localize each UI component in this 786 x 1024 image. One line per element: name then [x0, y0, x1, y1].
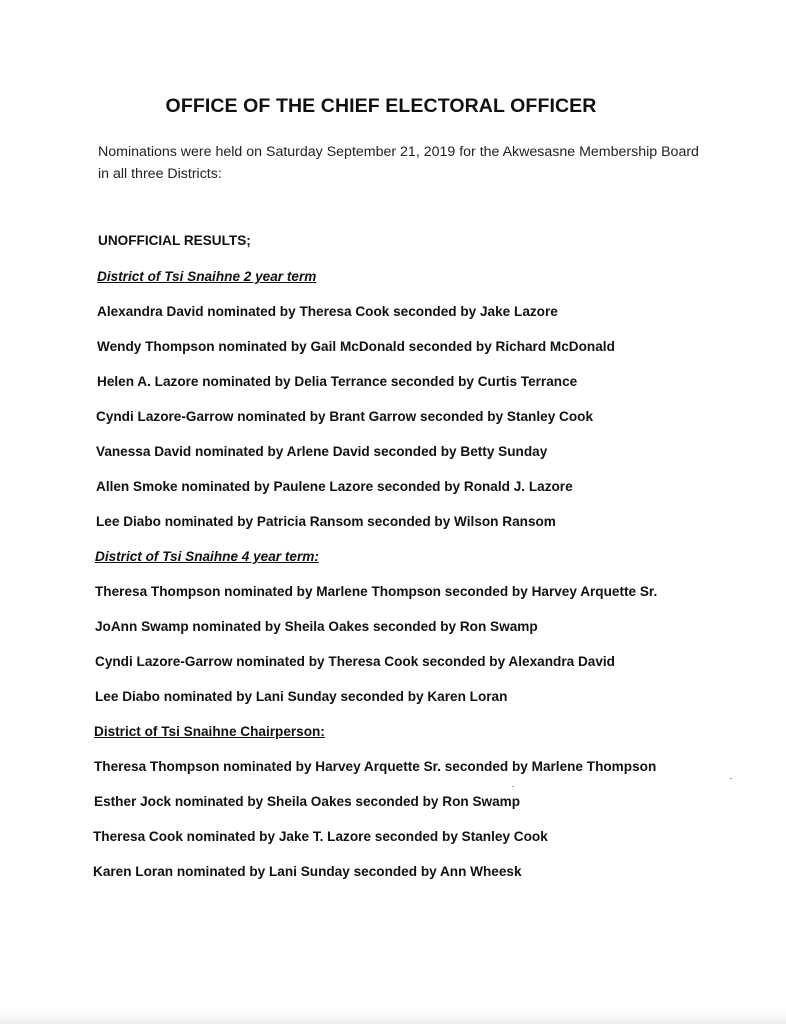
nomination-line: Esther Jock nominated by Sheila Oakes seconded by Ron Swamp [94, 794, 521, 809]
page-bottom-edge [0, 1010, 786, 1024]
document-title: OFFICE OF THE CHIEF ELECTORAL OFFICER [165, 95, 597, 117]
nomination-line: Allen Smoke nominated by Paulene Lazore seconded by Ronald J. Lazore [96, 479, 573, 494]
nomination-line: Lee Diabo nominated by Lani Sunday seconded by Karen Loran [95, 689, 508, 704]
nomination-line: Theresa Thompson nominated by Marlene Thompson seconded by Harvey Arquette Sr. [95, 584, 658, 599]
nomination-line: Cyndi Lazore-Garrow nominated by Theresa Cook seconded by Alexandra David [95, 654, 615, 669]
scan-speck [512, 786, 514, 787]
nomination-line: JoAnn Swamp nominated by Sheila Oakes seconded by Ron Swamp [95, 619, 538, 634]
section-heading-2-year-term: District of Tsi Snaihne 2 year term [97, 269, 317, 284]
nomination-line: Vanessa David nominated by Arlene David seconded by Betty Sunday [96, 444, 548, 459]
nomination-line: Cyndi Lazore-Garrow nominated by Brant Garrow seconded by Stanley Cook [96, 409, 594, 424]
nomination-line: Wendy Thompson nominated by Gail McDonald seconded by Richard McDonald [97, 339, 615, 354]
results-heading: UNOFFICIAL RESULTS; [98, 233, 251, 248]
intro-line-2: in all three Districts: [98, 166, 222, 182]
section-heading-chairperson: District of Tsi Snaihne Chairperson: [94, 724, 325, 739]
nomination-line: Theresa Thompson nominated by Harvey Arquette Sr. seconded by Marlene Thompson [94, 759, 657, 774]
nomination-line: Helen A. Lazore nominated by Delia Terrance seconded by Curtis Terrance [97, 374, 578, 389]
nomination-line: Lee Diabo nominated by Patricia Ransom seconded by Wilson Ransom [96, 514, 556, 529]
intro-paragraph [98, 141, 738, 185]
nomination-line: Alexandra David nominated by Theresa Cook seconded by Jake Lazore [97, 304, 558, 319]
nomination-line: Theresa Cook nominated by Jake T. Lazore seconded by Stanley Cook [93, 829, 548, 844]
intro-line-1: Nominations were held on Saturday September 21, 2019 for the Akwesasne Membership Board [98, 144, 699, 160]
nomination-line: Karen Loran nominated by Lani Sunday seconded by Ann Wheesk [93, 864, 522, 879]
scan-speck [730, 778, 732, 779]
section-heading-4-year-term: District of Tsi Snaihne 4 year term: [95, 549, 319, 564]
